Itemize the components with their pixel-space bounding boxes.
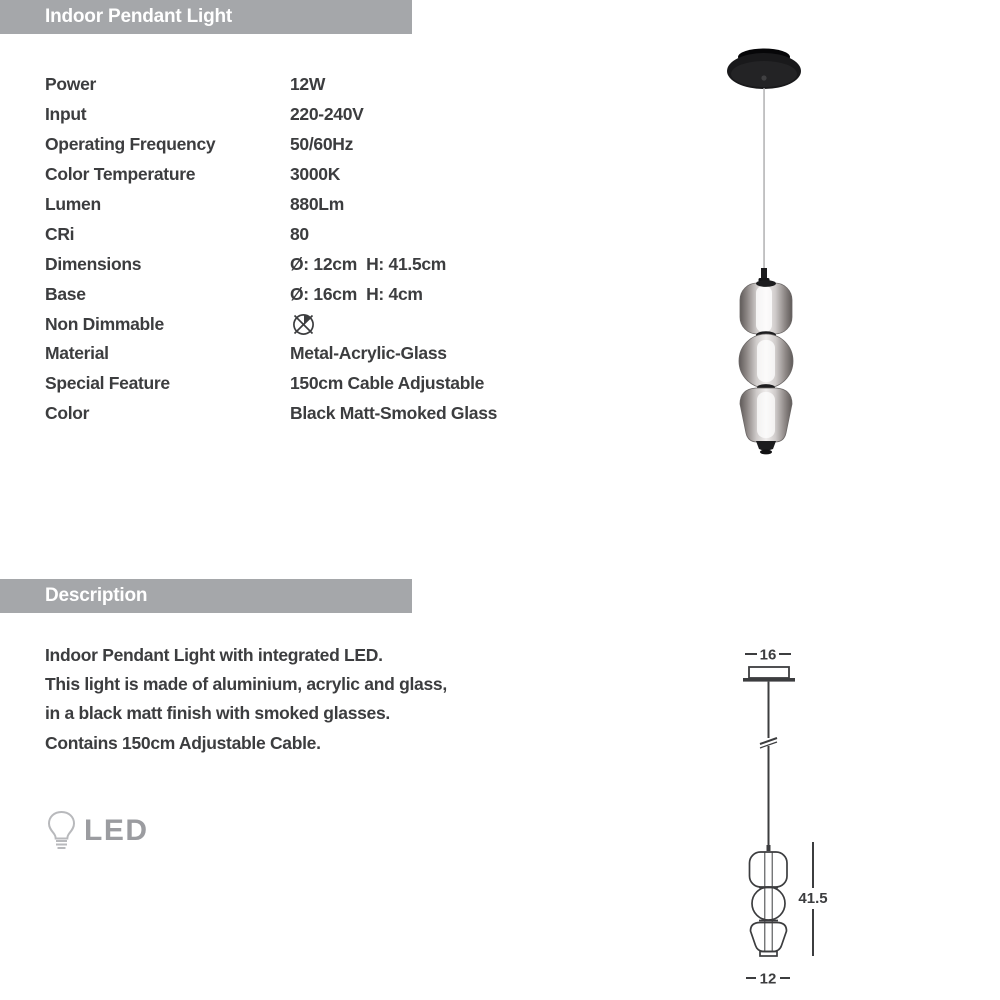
spec-value: 220-240V — [290, 104, 364, 125]
spec-label: Special Feature — [45, 373, 170, 394]
spec-row — [45, 279, 605, 309]
spec-label: Material — [45, 343, 109, 364]
height-label: 41.5 — [798, 890, 828, 907]
spec-row — [45, 249, 605, 279]
section-header-description — [0, 579, 412, 613]
description-line: This light is made of aluminium, acrylic and glass, — [45, 674, 447, 695]
spec-label: Operating Frequency — [45, 134, 216, 155]
description-text — [45, 641, 447, 758]
spec-value: 50/60Hz — [290, 134, 354, 155]
pendant-outline — [750, 845, 788, 956]
cable — [763, 88, 765, 272]
spec-row — [45, 399, 605, 429]
pendant-light-photo — [700, 40, 830, 460]
canopy-outline — [743, 667, 795, 682]
description-title: Description — [45, 585, 148, 606]
top-width-label: 16 — [759, 646, 777, 664]
spec-label: Input — [45, 104, 87, 125]
dimension-drawing — [700, 640, 840, 992]
spec-row — [45, 160, 605, 190]
description-line: in a black matt finish with smoked glasses. — [45, 703, 390, 724]
spec-label: Color Temperature — [45, 164, 196, 185]
spec-value: 80 — [290, 223, 309, 244]
spec-row — [45, 190, 605, 220]
spec-row — [45, 130, 605, 160]
stem — [759, 268, 770, 282]
spec-label: Color — [45, 403, 90, 424]
spec-value: 3000K — [290, 164, 341, 185]
spec-row — [45, 339, 605, 369]
non-dimmable-icon — [290, 311, 317, 338]
height-dimension — [798, 842, 827, 956]
spec-row — [45, 219, 605, 249]
dimension-diagram — [700, 640, 840, 992]
spec-table — [45, 70, 605, 429]
cable-outline — [760, 682, 777, 847]
spec-value: Ø: 16cm H: 4cm — [290, 283, 423, 304]
section-header-specs — [0, 0, 412, 34]
led-label: LED — [84, 814, 149, 847]
canopy — [727, 49, 801, 90]
top-width-dimension — [745, 647, 791, 664]
bottom-width-dimension — [746, 971, 790, 988]
spec-value: 150cm Cable Adjustable — [290, 373, 485, 394]
spec-value: Metal-Acrylic-Glass — [290, 343, 447, 364]
led-bulb-icon — [46, 810, 77, 852]
spec-label: Power — [45, 74, 97, 95]
spec-row — [45, 70, 605, 100]
spec-value: 12W — [290, 74, 326, 95]
spec-row — [45, 309, 605, 339]
spec-value: Black Matt-Smoked Glass — [290, 403, 498, 424]
spec-row — [45, 369, 605, 399]
spec-value: 880Lm — [290, 194, 344, 214]
spec-label: CRi — [45, 223, 75, 244]
spec-row — [45, 100, 605, 130]
spec-label: Lumen — [45, 194, 101, 214]
page-title: Indoor Pendant Light — [45, 6, 233, 27]
description-line: Indoor Pendant Light with integrated LED. — [45, 645, 383, 665]
bottom-width-label: 12 — [759, 970, 777, 988]
product-photo — [700, 40, 830, 460]
spec-label: Base — [45, 283, 86, 304]
spec-label: Dimensions — [45, 253, 142, 274]
description-line: Contains 150cm Adjustable Cable. — [45, 732, 321, 753]
glass-shades — [739, 280, 793, 454]
led-badge — [46, 810, 149, 852]
spec-value: Ø: 12cm H: 41.5cm — [290, 253, 447, 274]
spec-label: Non Dimmable — [45, 313, 164, 334]
